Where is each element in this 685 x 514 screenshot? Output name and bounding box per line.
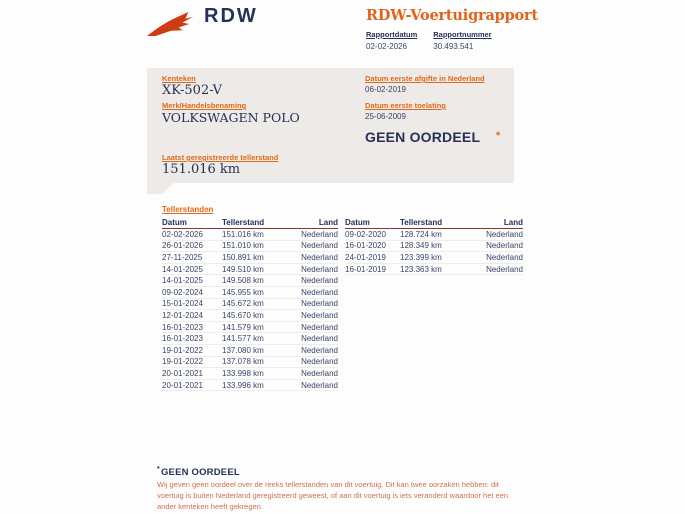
table-cell: 141.579 km (222, 322, 264, 332)
table-cell: Nederland (301, 322, 338, 332)
report-date-value: 02-02-2026 (366, 42, 407, 51)
table-cell: Nederland (301, 299, 338, 309)
report-meta (366, 30, 492, 51)
table-cell: Nederland (301, 229, 338, 239)
table-row (162, 345, 338, 357)
oordeel-status: GEEN OORDEEL (365, 129, 481, 145)
table-cell: 128.724 km (400, 229, 442, 239)
rdw-logotype: RDW (204, 5, 258, 27)
table-row (162, 287, 338, 299)
kenteken-value: XK-502-V (162, 83, 223, 98)
table-cell: 14-01-2025 (162, 276, 203, 286)
eerste-afgifte-value: 06-02-2019 (365, 85, 406, 94)
table-row (162, 252, 338, 264)
table-cell: Nederland (301, 276, 338, 286)
table-cell: Nederland (301, 264, 338, 274)
kenteken-label: Kenteken (162, 74, 196, 83)
table-cell: Nederland (486, 264, 523, 274)
table-cell: 14-01-2025 (162, 264, 203, 274)
tellerstanden-table-left (162, 217, 338, 391)
table-cell: 133.996 km (222, 380, 264, 390)
table-cell: 09-02-2024 (162, 287, 203, 297)
table-cell: 15-01-2024 (162, 299, 203, 309)
column-header-land: Land (318, 218, 338, 227)
summary-box-tab (147, 183, 174, 194)
eerste-toelating-value: 25-06-2009 (365, 112, 406, 121)
table-cell: Nederland (301, 241, 338, 251)
table-cell: 123.363 km (400, 264, 442, 274)
table-cell: Nederland (301, 380, 338, 390)
table-row (162, 322, 338, 334)
table-row (345, 241, 523, 253)
table-cell: Nederland (301, 345, 338, 355)
column-header-datum: Datum (345, 218, 370, 227)
table-cell: 12-01-2024 (162, 310, 203, 320)
table-cell: Nederland (301, 334, 338, 344)
table-cell: 16-01-2023 (162, 334, 203, 344)
table-cell: Nederland (486, 241, 523, 251)
table-cell: 137.080 km (222, 345, 264, 355)
table-row (162, 299, 338, 311)
table-cell: 02-02-2026 (162, 229, 203, 239)
table-row (162, 310, 338, 322)
table-cell: 16-01-2019 (345, 264, 386, 274)
table-cell: 137.078 km (222, 357, 264, 367)
table-cell: 20-01-2021 (162, 380, 203, 390)
table-row (162, 357, 338, 369)
tellerstanden-table-right (345, 217, 523, 275)
table-row (162, 275, 338, 287)
merk-label: Merk/Handelsbenaming (162, 101, 247, 110)
eerste-afgifte-label: Datum eerste afgifte in Nederland (365, 74, 485, 83)
table-cell: Nederland (301, 252, 338, 262)
table-cell: 27-11-2025 (162, 252, 203, 262)
table-row (345, 229, 523, 241)
table-cell: 09-02-2020 (345, 229, 386, 239)
table-cell: 19-01-2022 (162, 345, 203, 355)
merk-value: VOLKSWAGEN POLO (162, 110, 300, 125)
column-header-tellerstand: Tellerstand (400, 218, 443, 227)
footnote-asterisk: * (157, 466, 160, 473)
column-header-tellerstand: Tellerstand (222, 218, 265, 227)
table-row (162, 264, 338, 276)
table-row (162, 380, 338, 392)
table-cell: Nederland (486, 229, 523, 239)
tellerstanden-section-title: Tellerstanden (162, 205, 214, 214)
table-cell: Nederland (301, 368, 338, 378)
table-cell: 149.510 km (222, 264, 264, 274)
table-header-row (345, 217, 523, 229)
table-row (345, 264, 523, 276)
column-header-datum: Datum (162, 218, 187, 227)
column-header-land: Land (503, 218, 523, 227)
table-row (162, 241, 338, 253)
table-body (162, 229, 338, 391)
report-date-block (366, 30, 417, 51)
table-cell: 141.577 km (222, 334, 264, 344)
table-cell: 24-01-2019 (345, 252, 386, 262)
table-row (162, 368, 338, 380)
table-cell: 145.672 km (222, 299, 264, 309)
table-cell: 149.508 km (222, 276, 264, 286)
rdw-bird-logo-icon (146, 12, 196, 37)
vehicle-summary-box (147, 68, 514, 183)
table-cell: 20-01-2021 (162, 368, 203, 378)
table-cell: 145.670 km (222, 310, 264, 320)
oordeel-asterisk: * (496, 130, 501, 142)
table-cell: 19-01-2022 (162, 357, 203, 367)
table-cell: 150.891 km (222, 252, 264, 262)
table-cell: Nederland (301, 357, 338, 367)
table-cell: 128.349 km (400, 241, 442, 251)
table-body (345, 229, 523, 275)
table-header-row (162, 217, 338, 229)
table-cell: Nederland (486, 252, 523, 262)
table-cell: 133.998 km (222, 368, 264, 378)
eerste-toelating-label: Datum eerste toelating (365, 101, 446, 110)
footnote-body: Wij geven geen oordeel over de reeks tellerstanden van dit voertuig. Dit kan twee oorzaken hebben: dit voertuig is buiten Nederland geregistreerd geweest, of aan dit voertuig is iets veranderd waardoor het een ander kenteken heeft gekregen. (157, 480, 509, 511)
table-row (345, 252, 523, 264)
table-cell: 151.016 km (222, 229, 264, 239)
table-cell: Nederland (301, 310, 338, 320)
laatste-tellerstand-label: Laatst geregistreerde tellerstand (162, 153, 279, 162)
footnote-title-text: GEEN OORDEEL (160, 467, 240, 478)
table-cell: Nederland (301, 287, 338, 297)
report-number-value: 30.493.541 (433, 42, 474, 51)
footnote-title (157, 466, 240, 478)
table-cell: 16-01-2020 (345, 241, 386, 251)
table-row (162, 229, 338, 241)
laatste-tellerstand-value: 151.016 km (162, 162, 241, 177)
report-number-label: Rapportnummer (433, 30, 492, 39)
table-cell: 151.010 km (222, 241, 264, 251)
table-row (162, 333, 338, 345)
page-title: RDW-Voertuigrapport (366, 7, 538, 24)
table-cell: 16-01-2023 (162, 322, 203, 332)
report-number-block (433, 30, 491, 51)
table-cell: 26-01-2026 (162, 241, 203, 251)
table-cell: 123.399 km (400, 252, 442, 262)
table-cell: 145.955 km (222, 287, 264, 297)
report-date-label: Rapportdatum (366, 30, 418, 39)
